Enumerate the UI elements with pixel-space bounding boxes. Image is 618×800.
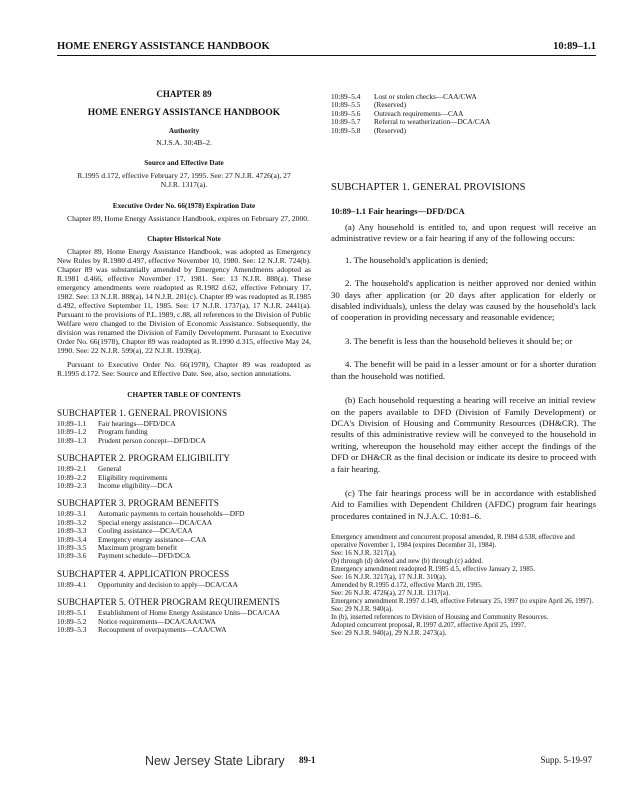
- page-number: 89-1: [299, 755, 316, 765]
- header-section-number: 10:89–1.1: [553, 41, 596, 52]
- authority-label: Authority: [168, 127, 200, 135]
- toc-subchapter-list: [57, 510, 244, 560]
- historical-note-p1: Chapter 89, Home Energy Assistance Handbook, was adopted as Emergency New Rules by R.1980 d.497, effective November 10, 1980. See: 12 N.J.R. 724(b). Chapter 89 was substantially amended by Emergency Amendments adopted as R.1981 d.466, effective November 17, 1981. See: 13 N.J.R. 888(a). These emergency amendments were readopted as R.1982 d.62, effective February 17, 1982. See: 13 N.J.R. 888(a), 14 N.J.R. 281(c). Chapter 89 was readopted as R.1985 d.492, effective September 11, 1985. See: 17 N.J.R. 1737(a), 17 N.J.R. 2441(a). Pursuant to the provisions of P.L.1989, c.88, all references to the Division of Public Welfare were changed to the Division of Economic Assistance. Subsequently, the division was renamed the Division of Family Development. Pursuant to Executive Order No. 66(1978), Chapter 89 was readopted as R.1990 d.315, effective May 24, 1990. See: 22 N.J.R. 599(a), 22 N.J.R. 1939(a).: [57, 247, 311, 355]
- subchapter-heading: SUBCHAPTER 1. GENERAL PROVISIONS: [331, 182, 526, 194]
- toc-section-number: 10:89–5.3: [57, 625, 87, 635]
- toc-row: [57, 626, 280, 634]
- toc-section-title: (Reserved): [374, 100, 407, 110]
- toc-section-number: 10:89–5.7: [331, 117, 361, 127]
- toc-section-number: 10:89–5.2: [57, 616, 87, 626]
- toc-section-number: 10:89–3.4: [57, 534, 87, 544]
- source-text: R.1995 d.172, effective February 27, 1995. See: 27 N.J.R. 4726(a), 27 N.J.R. 1317(a).: [77, 171, 291, 189]
- header-title: HOME ENERGY ASSISTANCE HANDBOOK: [57, 41, 270, 52]
- toc-section-number: 10:89–5.8: [331, 125, 361, 135]
- toc-section-title: Referral to weatherization—DCA/CAA: [374, 117, 491, 127]
- toc-subchapter-title: SUBCHAPTER 1. GENERAL PROVISIONS: [57, 408, 228, 418]
- left-column: [57, 90, 311, 635]
- history-note: Adopted concurrent proposal, R.1997 d.207, effective April 25, 1997.: [331, 621, 527, 630]
- exec-order-label: Executive Order No. 66(1978) Expiration Date: [112, 202, 256, 210]
- toc-section-title: Establishment of Home Energy Assistance Units—DCA/CAA: [98, 608, 281, 618]
- toc-section-title: Cooling assistance—DCA/CAA: [98, 526, 193, 536]
- toc-section-number: 10:89–3.5: [57, 543, 87, 553]
- library-stamp: New Jersey State Library: [145, 754, 285, 768]
- toc-section-number: 10:89–1.3: [57, 435, 87, 445]
- historical-note-p2: Pursuant to Executive Order No. 66(1978), Chapter 89 was readopted as R.1995 d.172. See: Source and Effective Date. See, also, section annotations.: [57, 360, 311, 378]
- toc-section-title: Lost or stolen checks—CAA/CWA: [374, 92, 477, 101]
- toc-subchapter-list: [57, 609, 280, 634]
- toc-section-number: 10:89–3.2: [57, 517, 87, 527]
- toc-section-number: 10:89–3.6: [57, 551, 87, 561]
- history-notes: [331, 533, 596, 637]
- toc-section-title: Opportunity and decision to apply—DCA/CAA: [98, 579, 238, 589]
- toc-subchapter-list: [57, 465, 173, 490]
- paragraph-c: (c) The fair hearings process will be in accordance with established Aid to Families with Dependent Children (AFDC) program fair hearings procedures contained in N.J.A.C. 10:81–6.: [331, 487, 596, 521]
- toc-section-number: 10:89–1.2: [57, 427, 87, 437]
- history-note: In (b), inserted references to Division of Housing and Community Resources.: [331, 613, 549, 622]
- toc-section-title: Emergency energy assistance—CAA: [98, 534, 207, 544]
- toc-section-title: (Reserved): [374, 125, 407, 135]
- toc-section-number: 10:89–5.5: [331, 100, 361, 110]
- toc-row: [57, 437, 206, 445]
- page-footer: [0, 751, 618, 781]
- toc-section-number: 10:89–2.3: [57, 481, 87, 491]
- toc-section-number: 10:89–5.4: [331, 92, 361, 101]
- toc-section-title: Recoupment of overpayments—CAA/CWA: [98, 625, 227, 635]
- toc-section-title: Program funding: [98, 427, 148, 437]
- toc-section-title: Payment schedule—DFD/DCA: [98, 551, 191, 561]
- history-note: Emergency amendment readopted R.1985 d.5, effective January 2, 1985.: [331, 565, 536, 574]
- right-column: [331, 91, 596, 637]
- toc-subchapter-title: SUBCHAPTER 5. OTHER PROGRAM REQUIREMENTS: [57, 597, 280, 608]
- toc-section-number: 10:89–3.1: [57, 509, 87, 519]
- toc-section-number: 10:89–3.3: [57, 526, 87, 536]
- numbered-item: 2. The household's application is neither approved nor denied within 30 days after application (or 20 days after application for elderly or disabled individuals), unless the delay was caused by the household's lack of cooperation in providing necessary and reasonable evidence;: [331, 278, 596, 323]
- toc-section-number: 10:89–1.1: [57, 419, 87, 428]
- paragraph-a-items: [331, 255, 596, 382]
- toc-row: [57, 581, 238, 589]
- history-note: See: 29 N.J.R. 940(a), 29 N.J.R. 2473(a).: [331, 629, 447, 638]
- history-note: Amended by R.1995 d.172, effective March 20, 1995.: [331, 581, 483, 590]
- toc-section-title: Automatic payments to certain households—DFD: [98, 509, 245, 519]
- toc-row: [57, 482, 173, 490]
- paragraph-b: (b) Each household requesting a hearing will receive an initial review on the papers available to DFD (Division of Family Development) or DCA's Division of Housing and Community Resources (DH&CR). The results of this administrative review will be conveyed to the household in writing, whereupon the household may either accept the findings of the DFD or DH&CR as the final decision or indicate its desire to proceed with a fair hearing.: [331, 395, 596, 474]
- toc-section-number: 10:89–2.2: [57, 472, 87, 482]
- toc-row: [57, 552, 244, 560]
- toc-subchapter-title: SUBCHAPTER 3. PROGRAM BENEFITS: [57, 498, 219, 509]
- toc-row: [331, 127, 490, 135]
- toc-section-number: 10:89–4.1: [57, 579, 87, 589]
- toc-continued: [331, 93, 490, 135]
- toc-subchapter-list: [57, 420, 206, 445]
- paragraph-a: (a) Any household is entitled to, and upon request will receive an administrative review or a fair hearing if any of the following occurs:: [331, 222, 596, 244]
- toc-section-title: Income eligibility—DCA: [98, 481, 173, 491]
- history-note: (b) through (d) deleted and new (b) through (c) added.: [331, 557, 484, 566]
- numbered-item: 4. The benefit will be paid in a lesser amount or for a shorter duration than the household was notified.: [331, 359, 596, 381]
- numbered-item: 1. The household's application is denied;: [345, 254, 489, 265]
- toc-section-number: 10:89–5.6: [331, 108, 361, 118]
- exec-order-text: Chapter 89, Home Energy Assistance Handbook, expires on February 27, 2000.: [67, 214, 309, 223]
- section-title: 10:89–1.1 Fair hearings—DFD/DCA: [331, 206, 465, 217]
- toc-section-title: Maximum program benefit: [98, 543, 178, 553]
- numbered-item: 3. The benefit is less than the household believes it should be; or: [345, 335, 573, 346]
- running-header: [57, 40, 596, 56]
- toc-subchapter-title: SUBCHAPTER 2. PROGRAM ELIGIBILITY: [57, 453, 231, 464]
- historical-note-label: Chapter Historical Note: [147, 235, 221, 243]
- toc-section-number: 10:89–2.1: [57, 464, 87, 474]
- history-note: See: 16 N.J.R. 3217(a), 17 N.J.R. 310(a).: [331, 573, 447, 582]
- toc-section-title: Outreach requirements—CAA: [374, 108, 464, 118]
- toc-section-title: General: [98, 464, 122, 474]
- history-note: See: 29 N.J.R. 940(a).: [331, 605, 394, 614]
- toc-section-number: 10:89–5.1: [57, 608, 87, 618]
- authority-text: N.J.S.A. 30:4B–2.: [156, 138, 212, 147]
- toc-heading: CHAPTER TABLE OF CONTENTS: [127, 391, 241, 399]
- toc-subchapter-list: [57, 581, 238, 589]
- supplement-date: Supp. 5-19-97: [540, 755, 592, 765]
- toc-section-title: Special energy assistance—DCA/CAA: [98, 517, 213, 527]
- toc-section-title: Notice requirements—DCA/CAA/CWA: [98, 616, 216, 626]
- history-note: Emergency amendment R.1997 d.149, effective February 25, 1997 (to expire April 26, 1997).: [331, 597, 594, 606]
- toc-section-title: Prudent person concept—DFD/DCA: [98, 435, 206, 445]
- toc-section-title: Fair hearings—DFD/DCA: [98, 419, 176, 428]
- toc-subchapter-title: SUBCHAPTER 4. APPLICATION PROCESS: [57, 568, 230, 579]
- toc-section-title: Eligibility requirements: [98, 472, 168, 482]
- history-note: Emergency amendment and concurrent proposal amended, R.1984 d.538, effective and operative November 1, 1984 (expires December 31, 1984).: [331, 533, 575, 550]
- chapter-number: CHAPTER 89: [156, 89, 212, 99]
- history-note: See: 26 N.J.R. 4726(a), 27 N.J.R. 1317(a).: [331, 589, 450, 598]
- chapter-title: HOME ENERGY ASSISTANCE HANDBOOK: [87, 108, 281, 118]
- source-label: Source and Effective Date: [144, 159, 224, 167]
- history-note: See: 16 N.J.R. 3217(a).: [331, 549, 397, 558]
- table-of-contents: [57, 409, 311, 635]
